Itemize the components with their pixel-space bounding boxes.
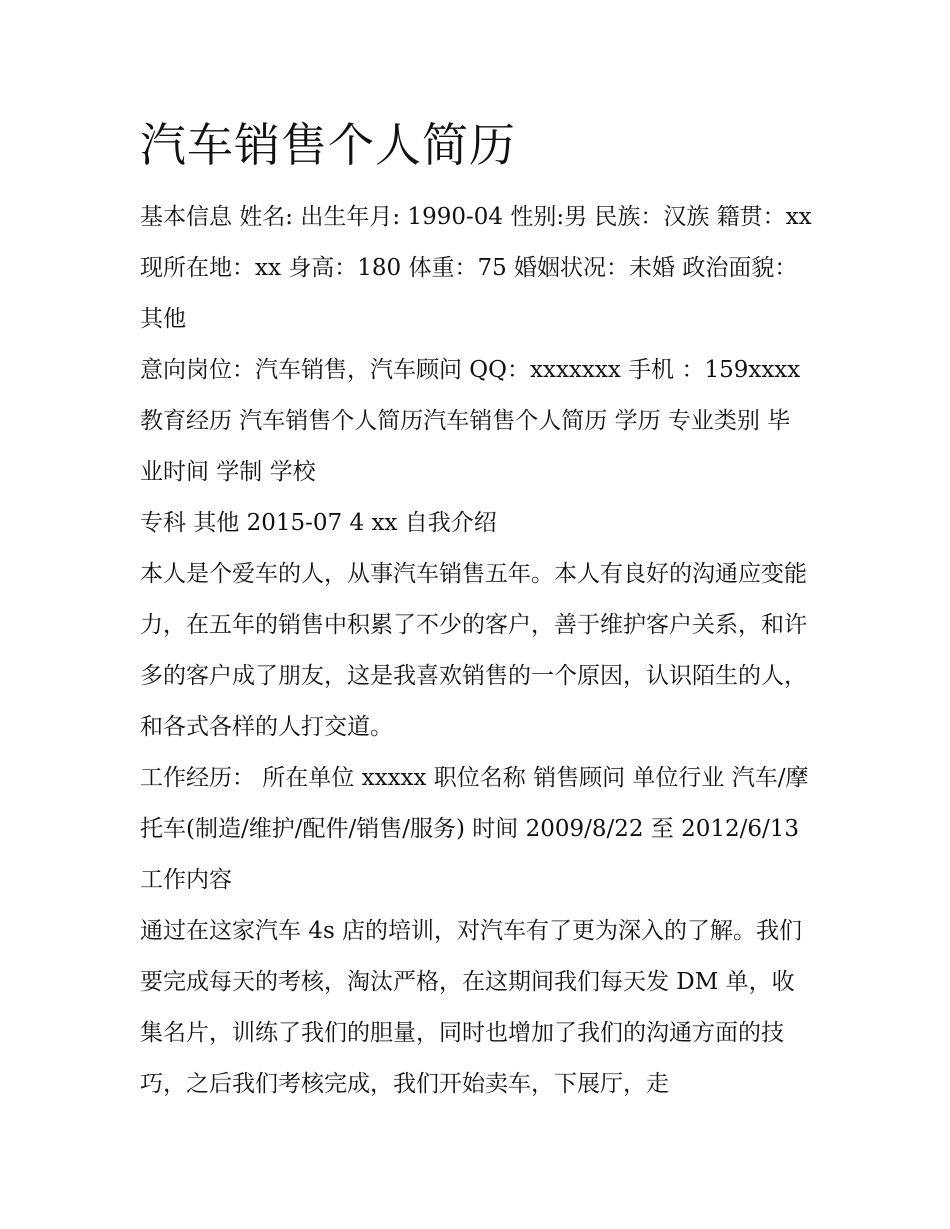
education-row-paragraph: 专科 其他 2015-07 4 xx 自我介绍 xyxy=(140,510,497,536)
basic-info-paragraph: 基本信息 姓名: 出生年月: 1990-04 性别:男 民族：汉族 籍贯：xx 现所在地：xx 身高：180 体重：75 婚姻状况：未婚 政治面貌：其他 xyxy=(140,204,812,332)
document-title: 汽车销售个人简历 xyxy=(140,118,516,172)
work-experience-paragraph: 工作经历： 所在单位 xxxxx 职位名称 销售顾问 单位行业 汽车/摩托车(制造/维护/配件/销售/服务) 时间 2009/8/22 至 2012/6/13 工作内容 xyxy=(140,765,809,893)
document-page xyxy=(140,110,812,1110)
self-introduction-paragraph: 本人是个爱车的人，从事汽车销售五年。本人有良好的沟通应变能力，在五年的销售中积累了不少的客户，善于维护客户关系，和许多的客户成了朋友，这是我喜欢销售的一个原因，认识陌生的人，和各式各样的人打交道。 xyxy=(140,561,807,740)
job-intention-education-paragraph: 意向岗位：汽车销售，汽车顾问 QQ：xxxxxxx 手机 ：159xxxx 教育经历 汽车销售个人简历汽车销售个人简历 学历 专业类别 毕业时间 学制 学校 xyxy=(140,357,801,485)
work-content-paragraph: 通过在这家汽车 4s 店的培训，对汽车有了更为深入的了解。我们要完成每天的考核，淘汰严格，在这期间我们每天发 DM 单，收集名片，训练了我们的胆量，同时也增加了我们的沟通方面的技巧，之后我们考核完成，我们开始卖车，下展厅，走 xyxy=(140,918,803,1097)
